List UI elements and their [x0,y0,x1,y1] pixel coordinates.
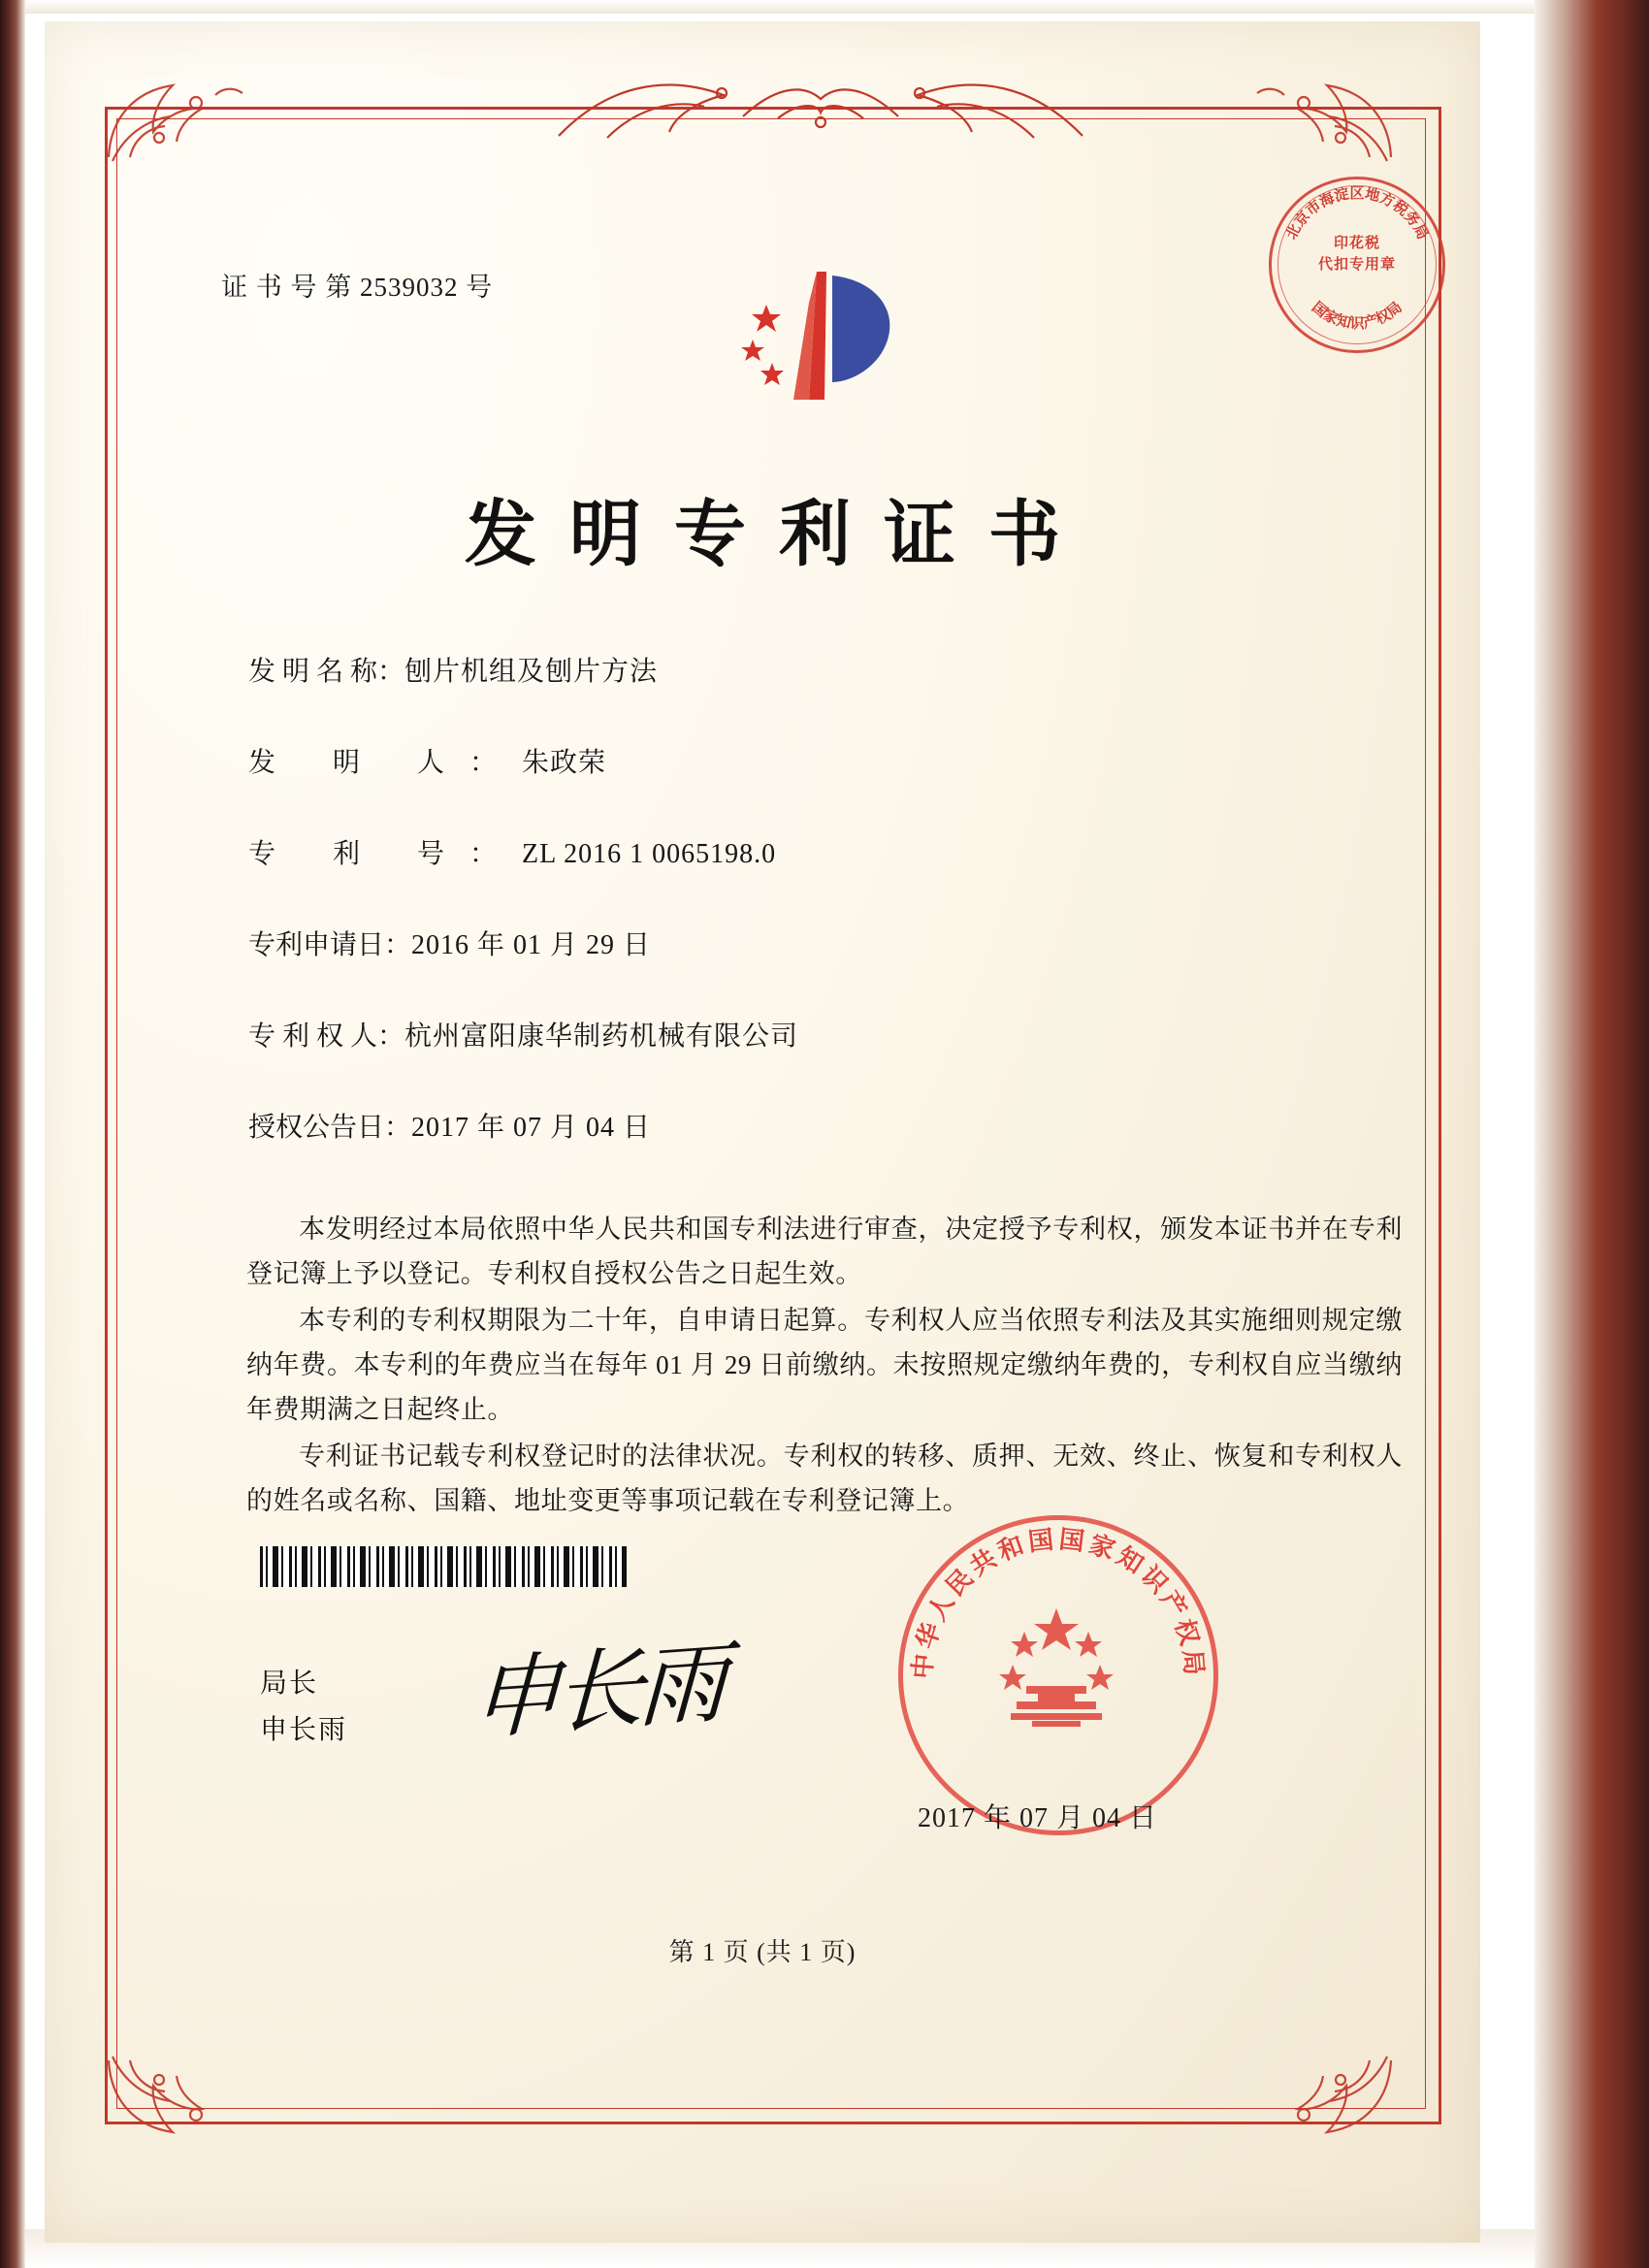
tax-stamp-line-1: 印花税 [1333,236,1380,251]
fields-list [248,650,1393,1197]
svg-text:中华人民共和国国家知识产权局: 中华人民共和国国家知识产权局 [908,1525,1209,1680]
field-label: 专 利 权 人： [248,1021,405,1052]
certificate-number: 证 书 号 第 2539032 号 [221,273,494,302]
ornament-corner-top-left [101,60,246,167]
field-value: 2017 年 07 月 04 日 [411,1113,652,1143]
scan-edge-right [1535,0,1649,2268]
scan-edge-top [0,0,1649,14]
signature-name-label: 申长雨 [260,1715,348,1745]
handwritten-signature: 申长雨 [469,1630,724,1753]
field-grant-announcement-date [248,1106,1393,1145]
svg-text:北京市海淀区地方税务局: 北京市海淀区地方税务局 [1281,184,1433,243]
field-value: 2016 年 01 月 29 日 [411,930,652,960]
scan-edge-left [0,0,25,2268]
field-value: ZL 2016 1 0065198.0 [522,839,777,869]
svg-text:国家知识产权局: 国家知识产权局 [1309,298,1406,332]
field-value: 杭州富阳康华制药机械有限公司 [404,1021,799,1052]
field-application-date [248,923,1393,962]
barcode-icon [260,1546,627,1587]
field-label: 专 利 号： [248,839,523,869]
field-label: 专利申请日： [248,930,412,960]
tax-stamp-icon [1269,177,1445,353]
ornament-corner-top-right [1253,60,1399,167]
ornament-corner-bottom-right [1253,2051,1399,2157]
field-patentee [248,1015,1393,1053]
signature-role-label: 局长 [260,1669,319,1699]
ornament-top-vine [549,60,1092,149]
field-label: 发 明 名 称： [248,657,405,687]
paragraph-3: 专利证书记载专利权登记时的法律状况。专利权的转移、质押、无效、终止、恢复和专利权人的姓名或名称、国籍、地址变更等事项记载在专利登记簿上。 [246,1442,1403,1515]
signature-block [260,1661,347,1754]
field-label: 发 明 人： [248,748,523,778]
certificate-paper [45,21,1480,2243]
paragraph-1: 本发明经过本局依照中华人民共和国专利法进行审查，决定授予专利权，颁发本证书并在专利登记簿上予以登记。专利权自授权公告之日起生效。 [246,1215,1403,1288]
field-patent-number [248,832,1393,871]
cnipa-logo-icon [724,254,918,419]
tax-stamp-line-2: 代扣专用章 [1317,257,1396,273]
national-emblem-icon [898,1515,1218,1835]
paragraph-2: 本专利的专利权期限为二十年，自申请日起算。专利权人应当依照专利法及其实施细则规定缴纳年费。本专利的年费应当在每年 01 月 29 日前缴纳。未按照规定缴纳年费的，专利权自应当缴纳年费期满之日起终止。 [246,1306,1403,1424]
page-footer: 第 1 页 (共 1 页) [668,1938,857,1966]
body-text [246,1207,1403,1525]
stamp-date: 2017 年 07 月 04 日 [918,1803,1158,1833]
ornament-corner-bottom-left [101,2051,246,2157]
page-title: 发明专利证书 [465,493,1093,576]
field-value: 刨片机组及刨片方法 [404,657,659,687]
field-inventor [248,741,1393,780]
field-value: 朱政荣 [522,748,607,778]
field-invention-title [248,650,1393,689]
field-label: 授权公告日： [248,1113,412,1143]
